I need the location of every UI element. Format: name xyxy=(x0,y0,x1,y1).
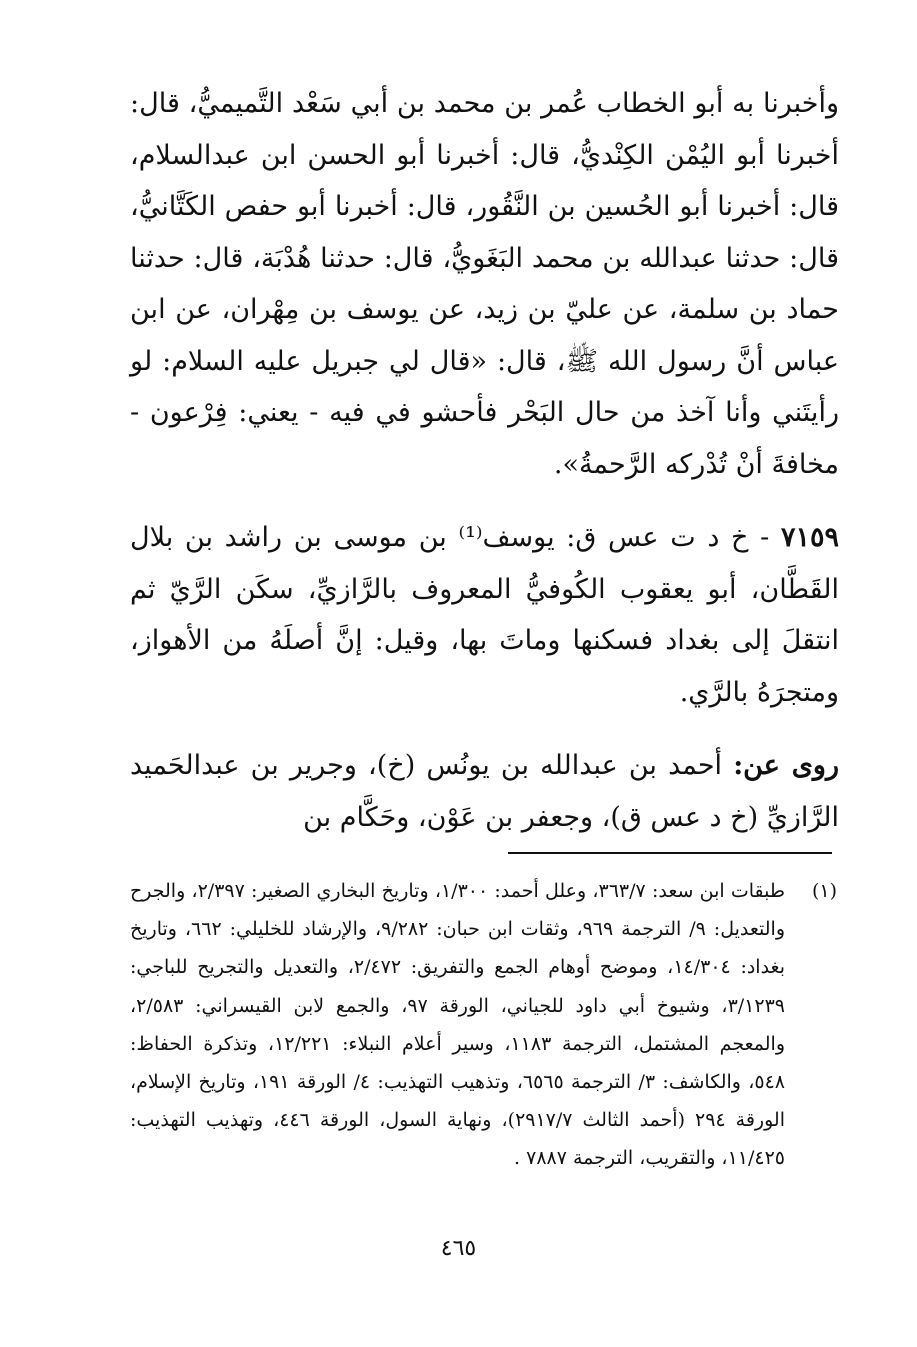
paragraph-gap xyxy=(130,718,839,740)
narrated-from-label: روى عن: xyxy=(733,750,839,781)
entry-paragraph xyxy=(130,512,839,718)
page-number: ٤٦٥ xyxy=(440,1236,477,1261)
footnote-marker: (١) xyxy=(811,880,837,902)
footnote-1 xyxy=(130,872,837,1178)
footnotes xyxy=(130,872,837,1178)
footnote-text: طبقات ابن سعد: ٣٦٣/٧، وعلل أحمد: ١/٣٠٠، وتاريخ البخاري الصغير: ٢/٣٩٧، والجرح والتعديل: ٩/ الترجمة ٩٦٩، وثقات ابن حبان: ٩/٢٨٢، والإرشاد للخليلي: ٦٦٢، وتاريخ بغداد: ١٤/٣٠٤، وموضح أوهام الجمع والتفريق: ٢/٤٧٢، والتعديل والتجريح للباجي: ٣/١٢٣٩، وشيوخ أبي داود للجياني، الورقة ٩٧، والجمع لابن القيسراني: ٢/٥٨٣، والمعجم المشتمل، الترجمة ١١٨٣، وسير أعلام النبلاء: ١٢/٢٢١، وتذكرة الحفاظ: ٥٤٨، والكاشف: ٣/ الترجمة ٦٥٦٥، وتذهيب التهذيب: ٤/ الورقة ١٩١، وتاريخ الإسلام، الورقة ٢٩٤ (أحمد الثالث ٢٩١٧/٧)، ونهاية السول، الورقة ٤٤٦، وتهذيب التهذيب: ١١/٤٢٥، والتقريب، الترجمة ٧٨٨٧ . xyxy=(130,880,786,1170)
footnote-divider xyxy=(508,852,832,854)
entry-text: - خ د ت عس ق: يوسف⁽¹⁾ بن موسى بن راشد بن بلال القَطَّان، أبو يعقوب الكُوفيُّ المعروف بالرَّازيِّ، سكَن الرَّيّ ثم انتقلَ إلى بغداد فسكنها وماتَ بها، وقيل: إنَّ أصلَهُ من الأهواز، ومتجرَهُ بالرَّي. xyxy=(130,522,839,708)
narrated-from-text: أحمد بن عبدالله بن يونُس (خ)، وجرير بن عبدالحَميد الرَّازيِّ (خ د عس ق)، وجعفر بن عَوْن، وحَكَّام بن xyxy=(130,750,839,833)
narrated-from-paragraph xyxy=(130,740,839,843)
main-text xyxy=(130,78,839,843)
hadith-paragraph: وأخبرنا به أبو الخطاب عُمر بن محمد بن أبي سَعْد التَّميميُّ، قال: أخبرنا أبو اليُمْن الكِنْديُّ، قال: أخبرنا أبو الحسن ابن عبدالسلام، قال: أخبرنا أبو الحُسين بن النَّقُور، قال: أخبرنا أبو حفص الكَتَّانيُّ، قال: حدثنا عبدالله بن محمد البَغَويُّ، قال: حدثنا هُدْبَة، قال: حدثنا حماد بن سلمة، عن عليّ بن زيد، عن يوسف بن مِهْران، عن ابن عباس أنَّ رسول الله ﷺ، قال: «قال لي جبريل عليه السلام: لو رأيتَني وأنا آخذ من حال البَحْر فأحشو في فيه - يعني: فِرْعون - مخافةَ أنْ تُدْركه الرَّحمةُ». xyxy=(130,88,839,480)
paragraph-gap xyxy=(130,490,839,512)
entry-number: ٧١٥٩ xyxy=(781,522,840,553)
